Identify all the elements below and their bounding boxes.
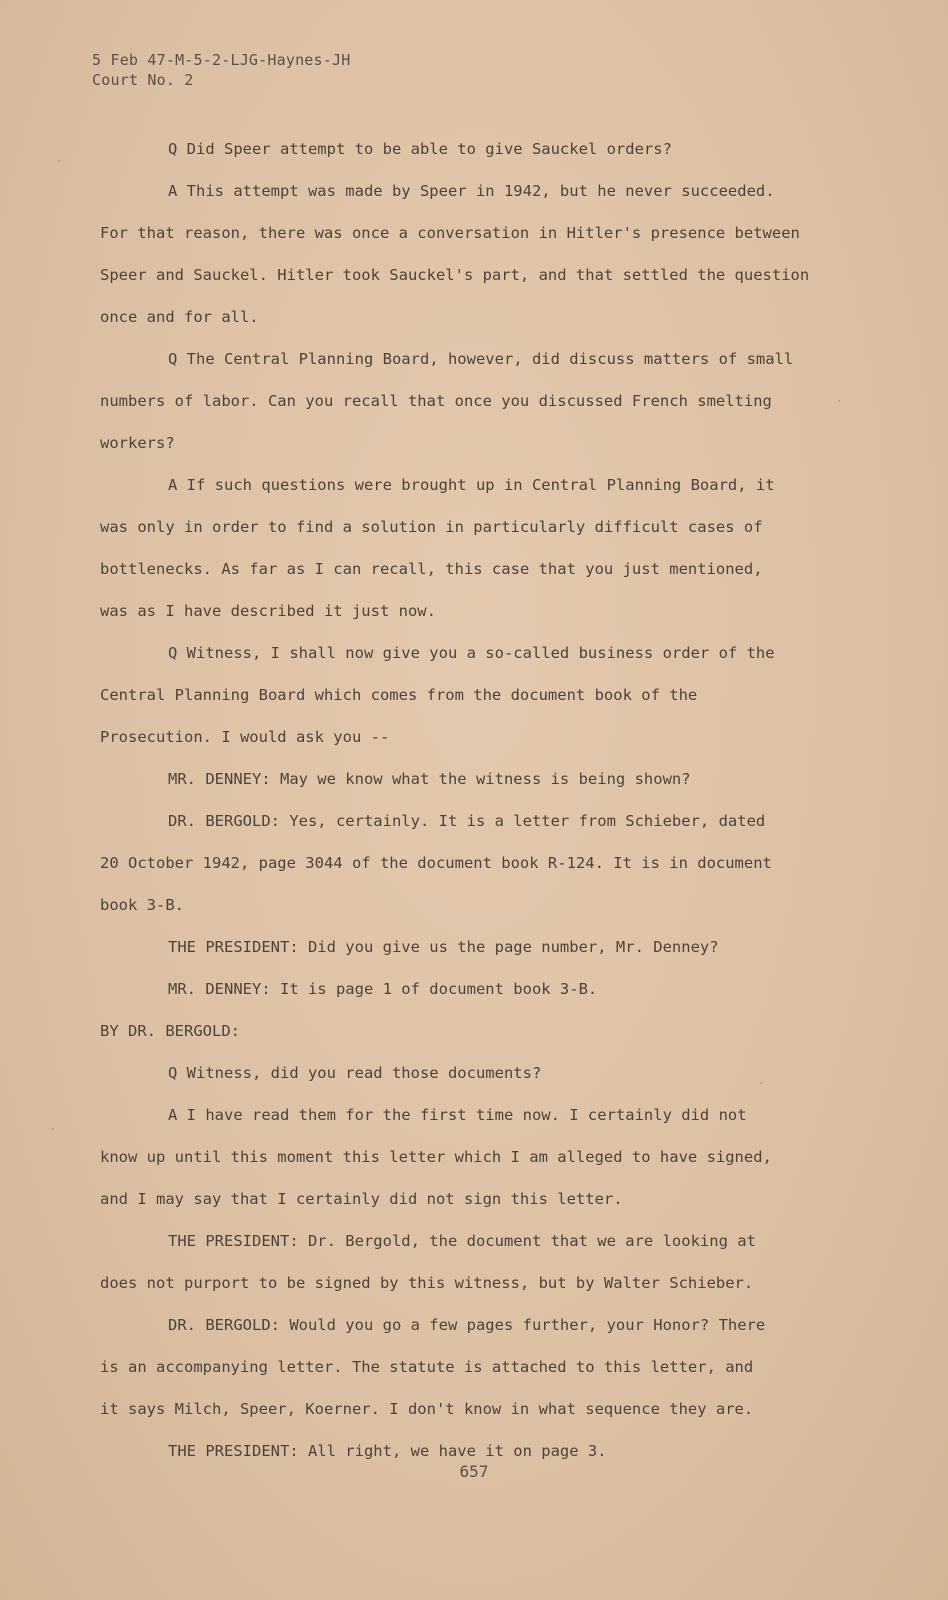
transcript-line: DR. BERGOLD: Yes, certainly. It is a letter from Schieber, dated	[168, 812, 766, 830]
transcript-paragraph	[100, 674, 880, 758]
paper-speck	[58, 160, 60, 162]
document-header	[92, 50, 350, 90]
transcript-line: THE PRESIDENT: All right, we have it on page 3.	[168, 1442, 607, 1460]
transcript-line: workers?	[100, 434, 175, 452]
transcript-paragraph	[100, 1094, 880, 1136]
transcript-line: Central Planning Board which comes from the document book of the	[100, 686, 698, 704]
transcript-paragraph	[100, 926, 880, 968]
transcript-line: Q Did Speer attempt to be able to give Sauckel orders?	[168, 140, 672, 158]
transcript-paragraph	[100, 170, 880, 212]
transcript-line: it says Milch, Speer, Koerner. I don't know in what sequence they are.	[100, 1400, 754, 1418]
transcript-line: was only in order to find a solution in particularly difficult cases of	[100, 518, 763, 536]
transcript-line: know up until this moment this letter which I am alleged to have signed,	[100, 1148, 772, 1166]
transcript-body	[100, 128, 880, 1472]
transcript-line: DR. BERGOLD: Would you go a few pages further, your Honor? There	[168, 1316, 766, 1334]
transcript-line: A If such questions were brought up in Central Planning Board, it	[168, 476, 775, 494]
transcript-line: THE PRESIDENT: Did you give us the page number, Mr. Denney?	[168, 938, 719, 956]
transcript-paragraph	[100, 212, 880, 338]
page-number: 657	[459, 1462, 489, 1481]
transcript-line: MR. DENNEY: May we know what the witness is being shown?	[168, 770, 691, 788]
transcript-paragraph	[100, 1304, 880, 1346]
transcript-line: Speer and Sauckel. Hitler took Sauckel's part, and that settled the question	[100, 266, 810, 284]
transcript-line: is an accompanying letter. The statute is attached to this letter, and	[100, 1358, 754, 1376]
transcript-paragraph	[100, 968, 880, 1010]
transcript-line: once and for all.	[100, 308, 259, 326]
transcript-paragraph	[100, 632, 880, 674]
transcript-line: Q Witness, did you read those documents?	[168, 1064, 542, 1082]
transcript-paragraph	[100, 506, 880, 632]
paper-speck	[760, 1082, 762, 1084]
transcript-paragraph	[100, 464, 880, 506]
transcript-paragraph	[100, 1346, 880, 1430]
transcript-paragraph	[100, 800, 880, 842]
transcript-line: For that reason, there was once a conversation in Hitler's presence between	[100, 224, 800, 242]
paper-speck	[52, 1128, 54, 1130]
transcript-paragraph	[100, 842, 880, 926]
transcript-line: Q The Central Planning Board, however, did discuss matters of small	[168, 350, 794, 368]
transcript-paragraph	[100, 1052, 880, 1094]
transcript-line: BY DR. BERGOLD:	[100, 1022, 240, 1040]
transcript-line: 20 October 1942, page 3044 of the document book R-124. It is in document	[100, 854, 772, 872]
header-court-line: Court No. 2	[92, 71, 194, 89]
transcript-paragraph	[100, 380, 880, 464]
transcript-line: numbers of labor. Can you recall that once you discussed French smelting	[100, 392, 772, 410]
transcript-paragraph	[100, 1136, 880, 1220]
transcript-line: bottlenecks. As far as I can recall, this case that you just mentioned,	[100, 560, 763, 578]
paper-speck	[838, 400, 840, 402]
transcript-paragraph	[100, 1262, 880, 1304]
header-reference-line: 5 Feb 47-M-5-2-LJG-Haynes-JH	[92, 51, 351, 69]
transcript-line: was as I have described it just now.	[100, 602, 436, 620]
transcript-paragraph	[100, 128, 880, 170]
transcript-line: and I may say that I certainly did not sign this letter.	[100, 1190, 623, 1208]
transcript-paragraph	[100, 1220, 880, 1262]
transcript-line: A I have read them for the first time now. I certainly did not	[168, 1106, 747, 1124]
transcript-line: Prosecution. I would ask you --	[100, 728, 390, 746]
transcript-line: Q Witness, I shall now give you a so-called business order of the	[168, 644, 775, 662]
transcript-line: A This attempt was made by Speer in 1942, but he never succeeded.	[168, 182, 775, 200]
transcript-line: MR. DENNEY: It is page 1 of document book 3-B.	[168, 980, 598, 998]
transcript-line: book 3-B.	[100, 896, 184, 914]
transcript-line: THE PRESIDENT: Dr. Bergold, the document that we are looking at	[168, 1232, 756, 1250]
transcript-paragraph	[100, 1010, 880, 1052]
transcript-paragraph	[100, 338, 880, 380]
transcript-line: does not purport to be signed by this witness, but by Walter Schieber.	[100, 1274, 754, 1292]
transcript-paragraph	[100, 758, 880, 800]
